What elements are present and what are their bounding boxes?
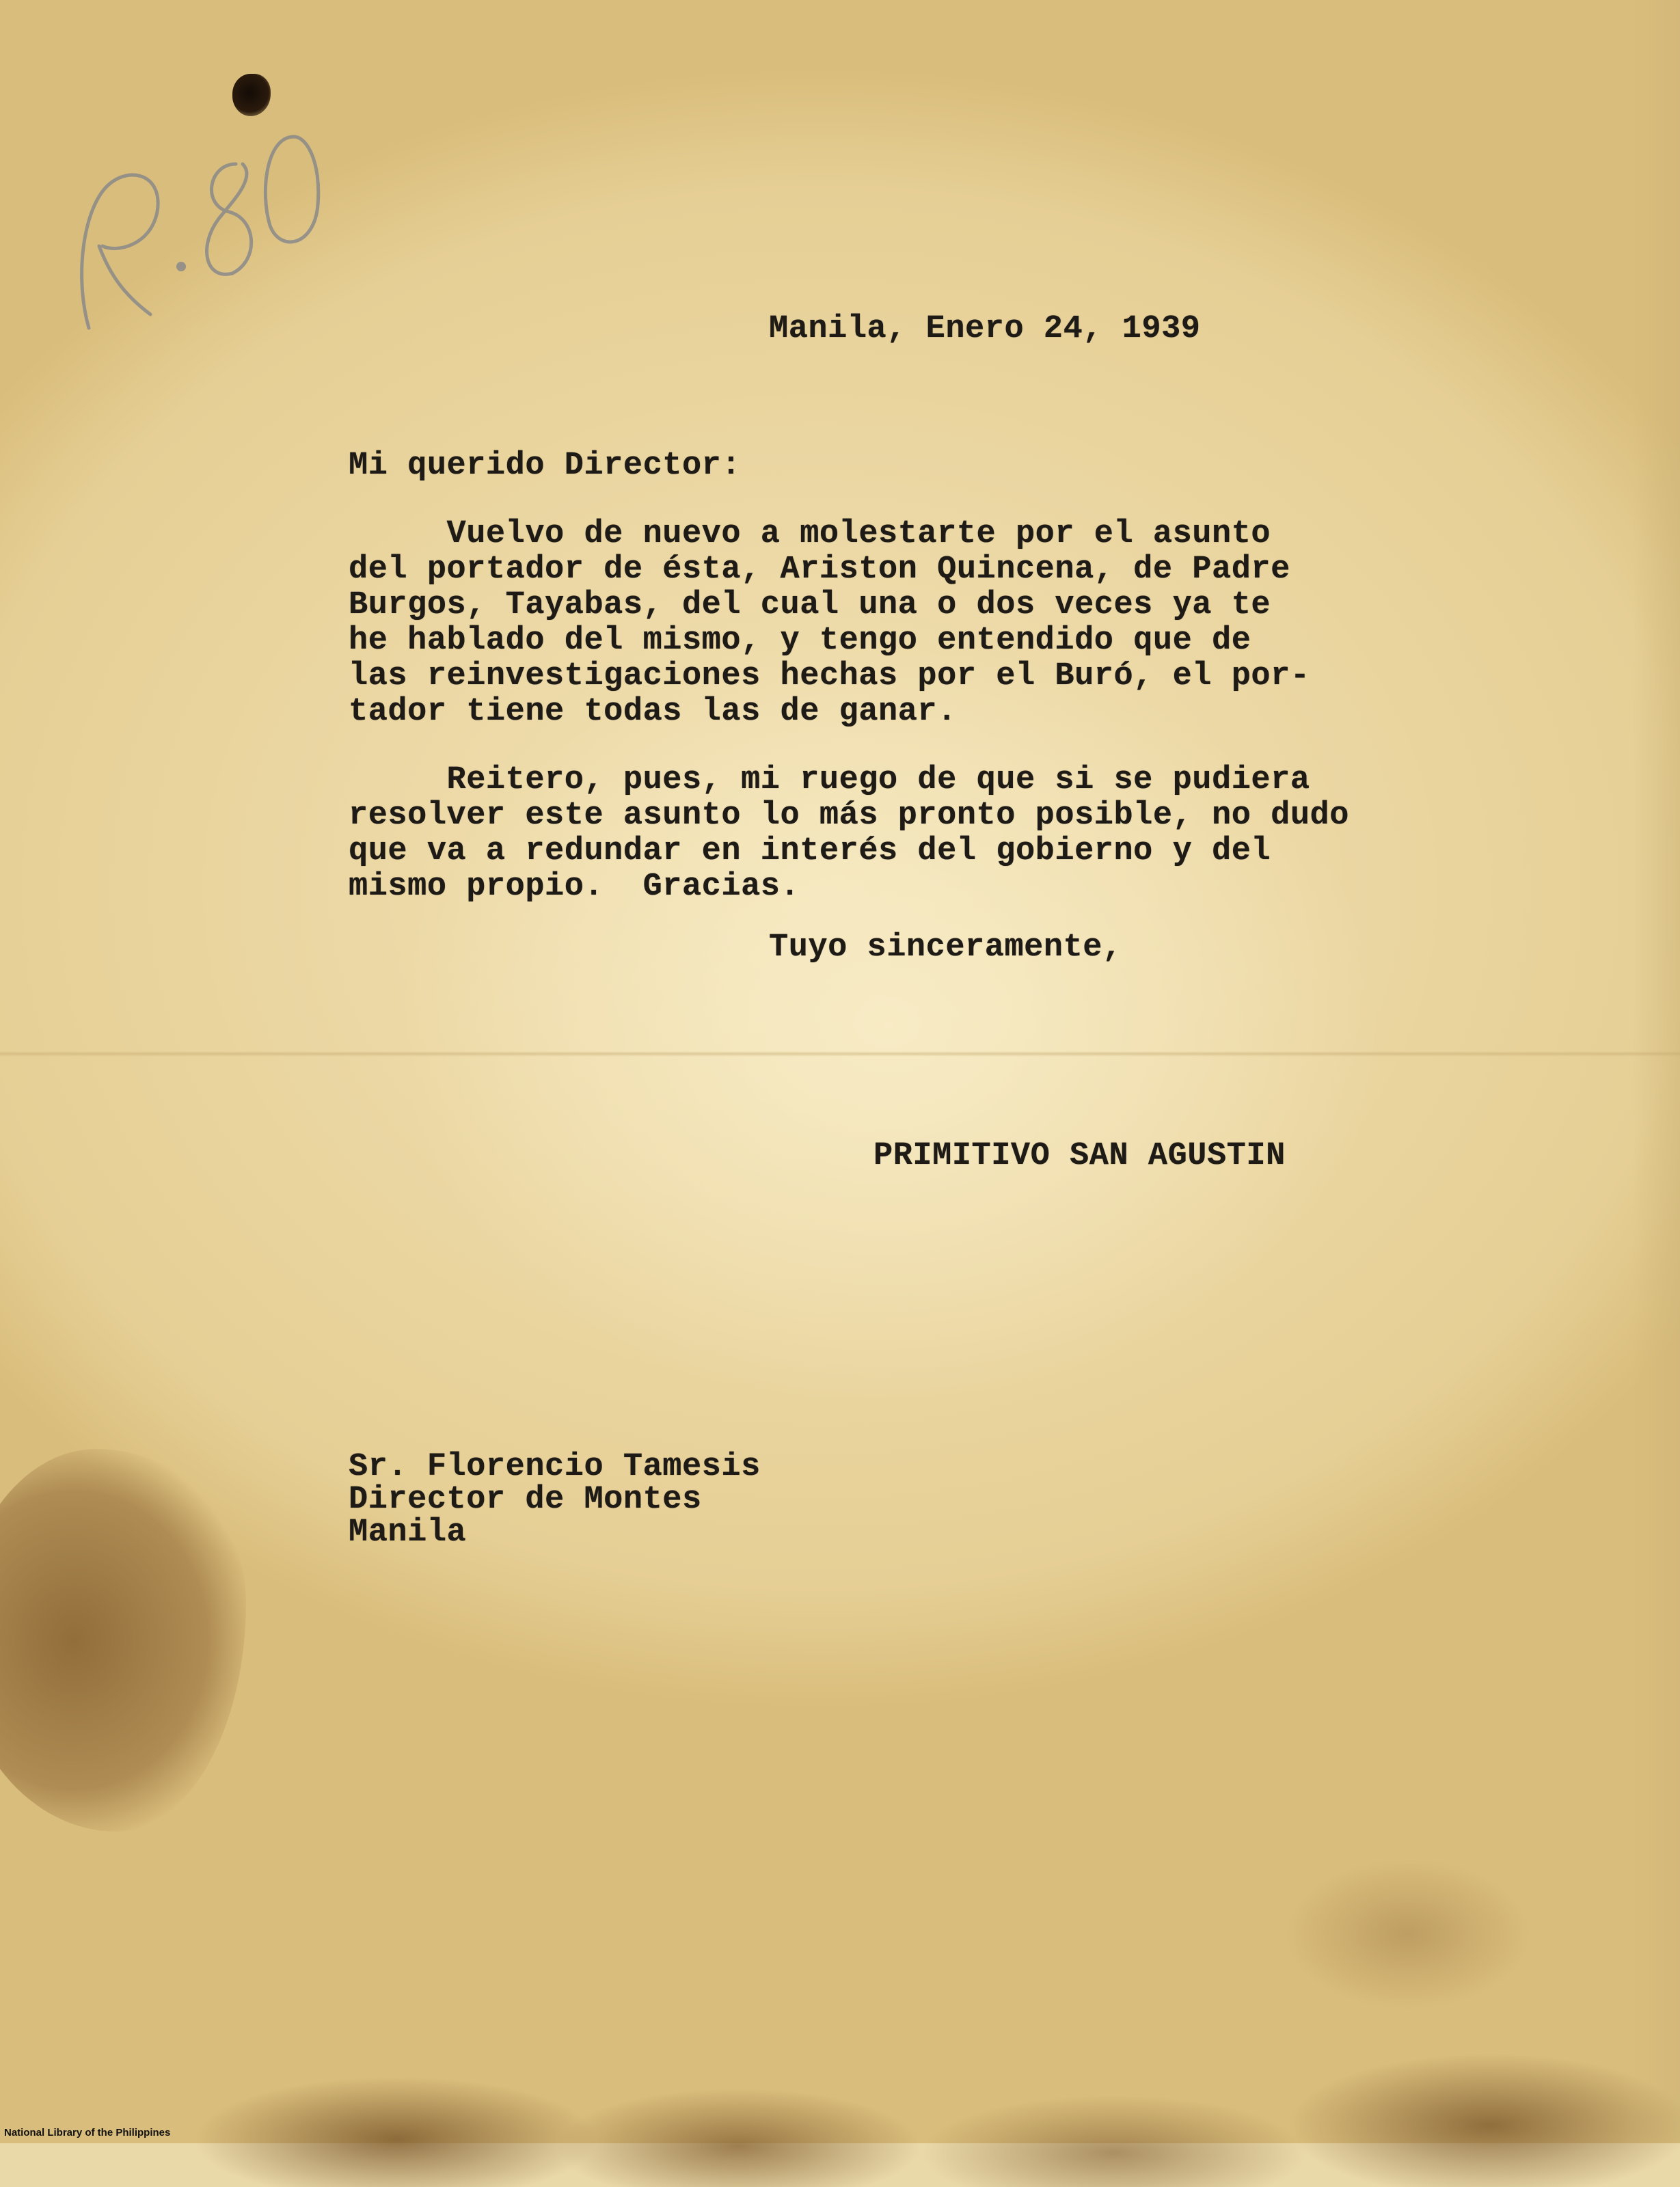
- paper-fold-line: [0, 1051, 1680, 1057]
- water-stain-left: [0, 1449, 246, 1832]
- closing: Tuyo sinceramente,: [769, 929, 1122, 966]
- archive-footer-note: National Library of the Philippines: [4, 2127, 171, 2138]
- paragraph-1-line: Vuelvo de nuevo a molestarte por el asunto: [349, 516, 1271, 552]
- signature-name: PRIMITIVO SAN AGUSTIN: [873, 1138, 1286, 1174]
- paper-edge-shading: [1632, 0, 1680, 2143]
- salutation: Mi querido Director:: [349, 448, 742, 484]
- paragraph-2-line: que va a redundar en interés del gobierno y del: [349, 833, 1271, 869]
- water-stain-bottom: [191, 2009, 1680, 2187]
- date-line: Manila, Enero 24, 1939: [769, 311, 1201, 347]
- paragraph-1-line: las reinvestigaciones hechas por el Buró, el por-: [349, 658, 1310, 694]
- addressee-line: Sr. Florencio Tamesis: [349, 1449, 761, 1485]
- paragraph-1-line: tador tiene todas las de ganar.: [349, 694, 957, 730]
- paragraph-1-line: he hablado del mismo, y tengo entendido que de: [349, 623, 1251, 659]
- water-stain-bottom-right: [1285, 1859, 1531, 2009]
- paragraph-2-line: mismo propio. Gracias.: [349, 869, 800, 905]
- addressee-line: Director de Montes: [349, 1482, 702, 1518]
- pencil-annotation-p80: [62, 109, 335, 342]
- paragraph-2-line: Reitero, pues, mi ruego de que si se pudiera: [349, 762, 1310, 798]
- paragraph-2-line: resolver este asunto lo más pronto posible, no dudo: [349, 798, 1349, 834]
- paragraph-1-line: del portador de ésta, Ariston Quincena, de Padre: [349, 552, 1290, 588]
- addressee-line: Manila: [349, 1514, 467, 1551]
- paragraph-1-line: Burgos, Tayabas, del cual una o dos veces ya te: [349, 587, 1271, 623]
